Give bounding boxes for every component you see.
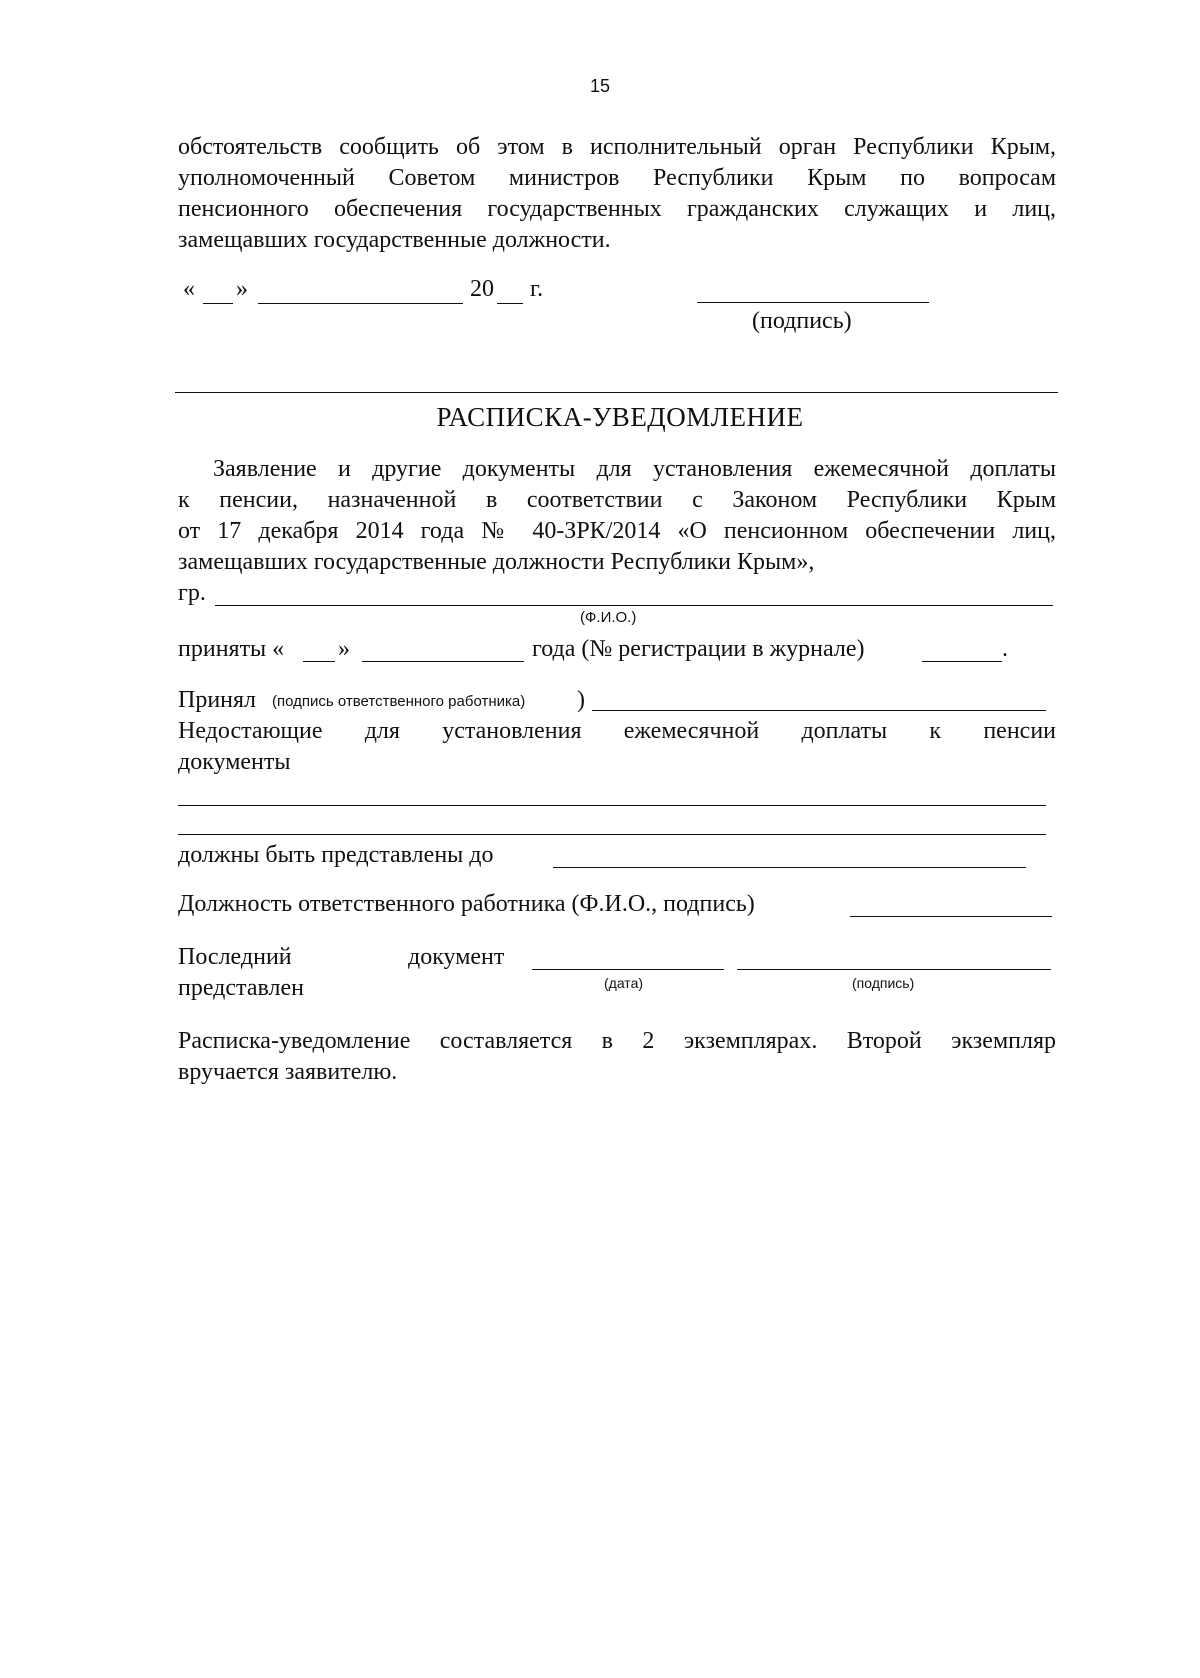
received-signature-line[interactable] bbox=[592, 710, 1046, 711]
date-caption: (дата) bbox=[604, 975, 644, 991]
year-reg-label: года (№ регистрации в журнале) bbox=[532, 636, 865, 662]
statement-line: замещавших государственные должности Республики Крым», bbox=[178, 549, 815, 575]
signature-caption: (подпись) bbox=[752, 308, 852, 334]
accepted-quote-close: » bbox=[338, 636, 350, 662]
note-line: вручается заявителю. bbox=[178, 1059, 398, 1085]
deadline-blank[interactable] bbox=[553, 867, 1026, 868]
statement-line: Заявление и другие документы для установления ежемесячной доплаты bbox=[213, 456, 1056, 482]
intro-line: обстоятельств сообщить об этом в исполнительный орган Республики Крым, bbox=[178, 134, 1056, 160]
statement-line: от 17 декабря 2014 года № 40-ЗРК/2014 «О пенсионном обеспечении лиц, bbox=[178, 518, 1056, 544]
statement-line: к пенсии, назначенной в соответствии с Законом Республики Крым bbox=[178, 487, 1056, 513]
citizen-label: гр. bbox=[178, 580, 206, 606]
official-blank[interactable] bbox=[850, 916, 1052, 917]
date-blank[interactable] bbox=[532, 969, 724, 970]
accepted-month-blank[interactable] bbox=[362, 661, 524, 662]
note-line: Расписка-уведомление составляется в 2 экземплярах. Второй экземпляр bbox=[178, 1028, 1056, 1054]
last-doc-word: представлен bbox=[178, 975, 304, 1001]
signature-line[interactable] bbox=[697, 302, 929, 303]
missing-docs-blank[interactable] bbox=[178, 834, 1046, 835]
signature-blank[interactable] bbox=[737, 969, 1051, 970]
year-suffix: г. bbox=[530, 276, 544, 302]
missing-docs-line: документы bbox=[178, 749, 291, 775]
fio-line[interactable] bbox=[215, 605, 1053, 606]
registration-number-blank[interactable] bbox=[922, 661, 1002, 662]
open-quote: « bbox=[183, 276, 195, 302]
deadline-label: должны быть представлены до bbox=[178, 842, 494, 868]
page-number: 15 bbox=[589, 76, 611, 96]
intro-line: пенсионного обеспечения государственных гражданских служащих и лиц, bbox=[178, 196, 1056, 222]
signature-caption-2: (подпись) bbox=[852, 975, 915, 991]
day-blank[interactable] bbox=[203, 303, 233, 304]
fio-caption: (Ф.И.О.) bbox=[580, 609, 637, 626]
month-blank[interactable] bbox=[258, 303, 463, 304]
accepted-label: приняты « bbox=[178, 636, 285, 662]
intro-line: замещавших государственные должности. bbox=[178, 227, 611, 253]
intro-line: уполномоченный Советом министров Республики Крым по вопросам bbox=[178, 165, 1056, 191]
year-prefix: 20 bbox=[470, 276, 494, 302]
receipt-title: РАСПИСКА-УВЕДОМЛЕНИЕ bbox=[436, 402, 804, 432]
accepted-day-blank[interactable] bbox=[303, 661, 335, 662]
period: . bbox=[1002, 636, 1008, 662]
separator-rule bbox=[175, 392, 1058, 393]
missing-docs-line: Недостающие для установления ежемесячной доплаты к пенсии bbox=[178, 718, 1056, 744]
last-doc-word: документ bbox=[408, 944, 505, 970]
received-caption: (подпись ответственного работника) bbox=[272, 693, 526, 710]
official-label: Должность ответственного работника (Ф.И.О., подпись) bbox=[178, 891, 755, 917]
last-doc-word: Последний bbox=[178, 944, 292, 970]
received-label: Принял bbox=[178, 687, 257, 713]
missing-docs-blank[interactable] bbox=[178, 805, 1046, 806]
close-quote: » bbox=[236, 276, 248, 302]
year-blank[interactable] bbox=[497, 303, 523, 304]
